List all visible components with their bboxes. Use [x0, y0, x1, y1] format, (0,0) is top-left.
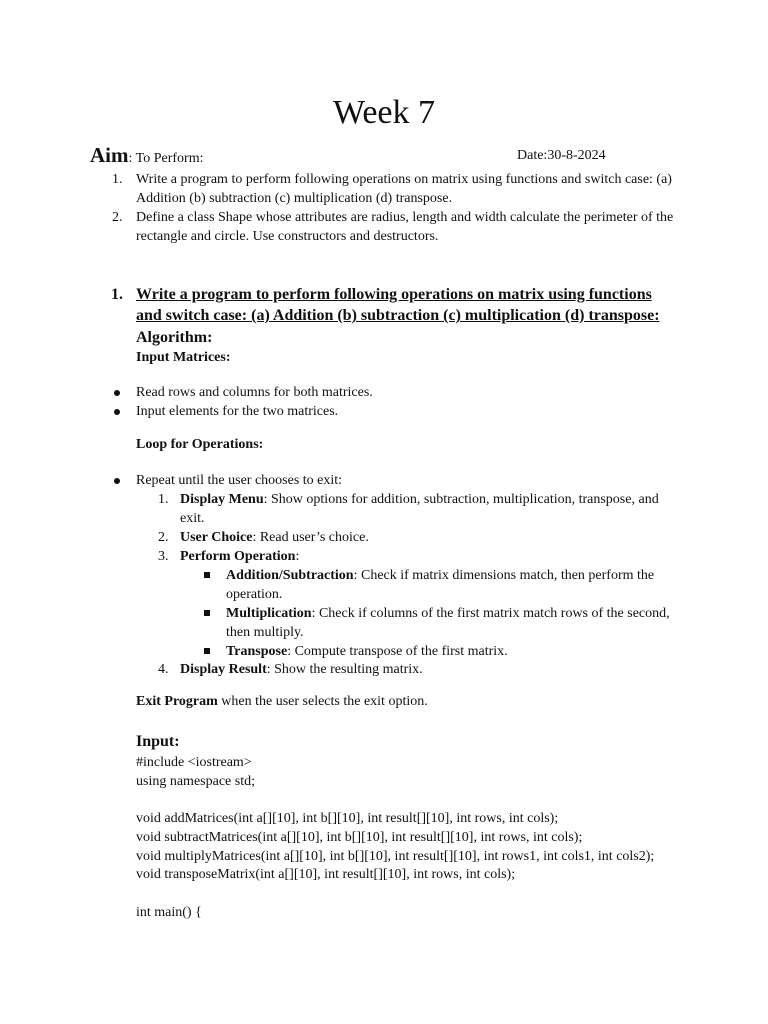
sub-step-item: Addition/Subtraction: Check if matrix dimensions match, then perform the operation.	[226, 566, 676, 604]
bullet-icon	[114, 390, 120, 396]
bullet-icon	[114, 478, 120, 484]
algorithm-label: Algorithm:	[136, 329, 213, 346]
task-line: rectangle and circle. Use constructors and destructors.	[136, 229, 439, 244]
section-number: 1.	[111, 286, 123, 303]
task-item-1	[112, 170, 681, 208]
square-bullet-icon	[204, 572, 210, 578]
task-line: Write a program to perform following operations on matrix using functions and switch case: (a)	[136, 172, 672, 187]
loop-label: Loop for Operations:	[136, 437, 264, 452]
task-line: Addition (b) subtraction (c) multiplication (d) transpose.	[136, 191, 453, 206]
aim-row	[90, 143, 690, 169]
input-bullets	[136, 383, 676, 421]
steps-list	[158, 490, 670, 566]
aim-label: Aim	[90, 143, 129, 167]
code-block	[136, 754, 736, 922]
task-number: 2.	[112, 210, 123, 225]
bullet-icon	[114, 409, 120, 415]
list-item: Repeat until the user chooses to exit:	[136, 471, 676, 490]
sub-steps-list	[226, 566, 676, 661]
code-line: void multiplyMatrices(int a[][10], int b[][10], int result[][10], int rows1, int cols1, int cols2);	[136, 848, 655, 864]
code-line	[136, 791, 736, 810]
code-line: void transposeMatrix(int a[][10], int result[][10], int rows, int cols);	[136, 867, 516, 883]
step-item: 1. Display Menu: Show options for addition, subtraction, multiplication, transpose, and exit.	[158, 492, 659, 526]
sub-step-item: Multiplication: Check if columns of the first matrix match rows of the second, then multiply.	[226, 604, 676, 642]
square-bullet-icon	[204, 610, 210, 616]
task-item-2	[112, 208, 681, 246]
code-line	[136, 885, 736, 904]
task-line: Define a class Shape whose attributes are radius, length and width calculate the perimeter of the	[136, 210, 674, 225]
code-line: #include <iostream>	[136, 755, 252, 770]
date-text: Date:30-8-2024	[517, 148, 606, 163]
list-item: Read rows and columns for both matrices.	[136, 383, 676, 402]
aim-text: : To Perform:	[128, 151, 204, 166]
code-line: void addMatrices(int a[][10], int b[][10], int result[][10], int rows, int cols);	[136, 811, 559, 827]
input-label: Input:	[136, 733, 180, 750]
exit-program-line: Exit Program when the user selects the exit option.	[136, 694, 428, 709]
input-matrices-label: Input Matrices:	[136, 350, 231, 365]
sub-step-item: Transpose: Compute transpose of the first matrix.	[226, 642, 676, 661]
step-item: 4. Display Result: Show the resulting matrix.	[158, 662, 423, 677]
code-line: void subtractMatrices(int a[][10], int b[][10], int result[][10], int rows, int cols);	[136, 829, 583, 845]
repeat-bullet	[136, 471, 676, 490]
list-item: Input elements for the two matrices.	[136, 402, 676, 421]
code-line: int main() {	[136, 904, 202, 920]
page-title: Week 7	[332, 94, 436, 131]
section-heading	[111, 284, 696, 326]
heading-line: Write a program to perform following operations on matrix using functions	[136, 286, 652, 303]
task-list	[112, 170, 681, 246]
step-item: 3. Perform Operation:	[158, 549, 300, 564]
square-bullet-icon	[204, 648, 210, 654]
heading-line: and switch case: (a) Addition (b) subtraction (c) multiplication (d) transpose:	[136, 307, 660, 324]
step-item: 2. User Choice: Read user’s choice.	[158, 530, 369, 545]
task-number: 1.	[112, 172, 123, 187]
steps-list-cont	[158, 660, 670, 679]
code-line: using namespace std;	[136, 773, 255, 789]
